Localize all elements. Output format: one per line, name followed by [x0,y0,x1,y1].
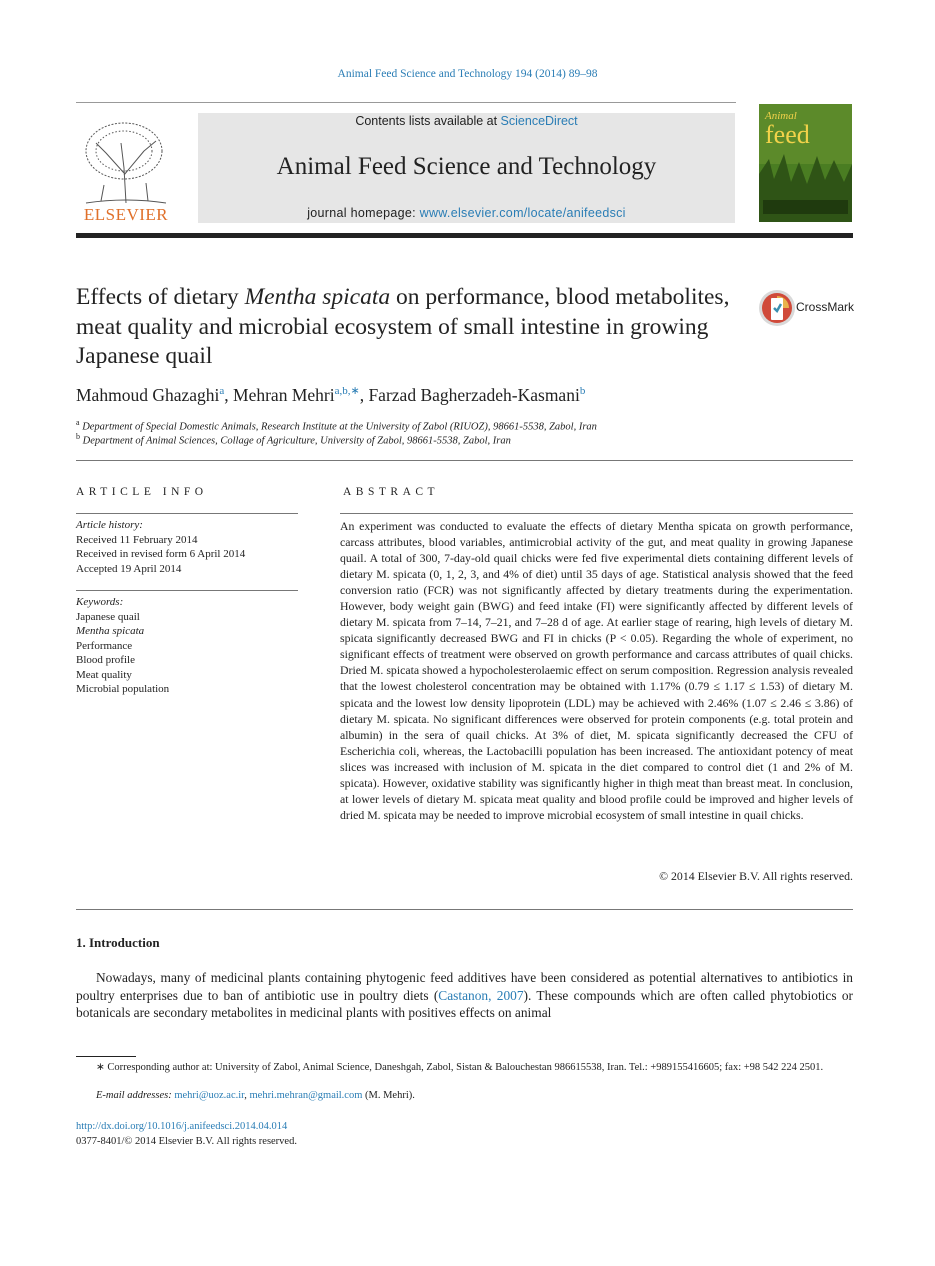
author-name: Mahmoud Ghazaghi [76,384,220,405]
elsevier-wordmark: ELSEVIER [83,205,169,224]
affiliation: $^b$ Department of Animal Sciences, Collage of Agriculture, University of Zabol, 98661-5538, Zabol, Iran [76,432,511,447]
divider [76,513,298,514]
journal-title: Animal Feed Science and Technology [276,153,657,180]
email-link[interactable]: mehri@uoz.ac.ir [174,1090,245,1101]
divider [340,513,853,514]
contents-line: Contents lists available at ScienceDirect [355,114,578,128]
author-name: Farzad Bagherzadeh-Kasmani [368,384,580,405]
author-list: Mahmoud Ghazaghi$^a$, Mehran Mehri$^{a,b,∗}$, Farzad Bagherzadeh-Kasmani$^b$ [76,384,586,405]
issn-line: 0377-8401/© 2014 Elsevier B.V. All rights reserved. [76,1136,297,1147]
article-history: Article history: Received 11 February 2014 Received in revised form 6 April 2014 Accepted 19 April 2014 [76,519,246,575]
crossmark-icon[interactable] [757,288,797,328]
footnote-divider [76,1056,136,1057]
section-heading: 1. Introduction [76,935,160,950]
copyright: © 2014 Elsevier B.V. All rights reserved. [659,869,853,883]
intro-paragraph: Nowadays, many of medicinal plants containing phytogenic feed additives have been considered as potential alternatives to antibiotics in poultry enterprises due to ban of antibiotic use in poultry diets (Castanon, 2007). These compounds which are often called phytobiotics or botanicals are secondary metabolites in medicinal plants with positives effects on animal [76,970,853,1020]
citation-link[interactable]: Castanon, 2007 [438,987,524,1003]
sciencedirect-link[interactable]: ScienceDirect [500,114,578,128]
divider [76,590,298,591]
abstract-text: An experiment was conducted to evaluate the effects of dietary Mentha spicata on growth performance, carcass attributes, blood variables, antimicrobial activity of the gut, and meat quality in growing Japanese quail. A total of 300, 7-day-old quail chicks were fed five experimental diets containing different levels of dietary M. spicata (0, 1, 2, 3, and 4% of diet) until 35 days of age. Statistical analysis showed that the feed conversion ratio (FCR) was not significantly affected by dietary treatments during the experimentation. However, body weight gain (BWG) and feed intake (FI) were significantly affected by different levels of dietary M. spicata from 7–14, 7–21, and 7–28 d of age. At earlier stage of rearing, high levels of dietary M. spicata significantly decreased BWG and FI in chicks (P < 0.05). Regarding the whole of experiment, no significant effects of treatment were observed on growth performance and carcass attributes of quail chicks. Dried M. spicata showed a hypocholesterolaemic effect on serum composition. Regression analysis revealed that the lowest cholesterol concentration may be obtained with 1.17% (0.79 ≤ 1.17 ≤ 1.53) of dietary M. spicata and the lowest low density lipoprotein (LDL) may be achieved with 2.46% (1.07 ≤ 2.46 ≤ 3.86) of dietary M. spicata. No significant differences were observed for protein components (e.g. total protein and albumin) in the sera of quail chicks. At 3% of diet, M. spicata significantly decreased the CFU of Escherichia coli, whereas, the Lactobacilli population has been increased. The antioxidant potency of meat slices was increased with inclusion of M. spicata in the diet compared to control diet (1 and 2% of M. spicata). However, oxidative stability was significantly higher in thigh meat than breast meat. In conclusion, at lower levels of dietary M. spicata meat quality and blood profile could be improved and higher levels of dried M. spicata may be needed to improve microbial ecosystem of small intestine in quail chicks. [340,519,853,822]
email-footnote: E-mail addresses: mehri@uoz.ac.ir, mehri.mehran@gmail.com (M. Mehri). [96,1090,415,1101]
article-title: Effects of dietary Mentha spicata on performance, blood metabolites, meat quality and microbial ecosystem of small intestine in growing Japanese quail [76,284,730,369]
doi-link[interactable]: http://dx.doi.org/10.1016/j.anifeedsci.2014.04.014 [76,1121,288,1132]
homepage-line: journal homepage: www.elsevier.com/locate/anifeedsci [307,206,626,220]
journal-reference[interactable]: Animal Feed Science and Technology 194 (2014) 89–98 [337,68,598,80]
author-name: Mehran Mehri [233,384,335,405]
header-divider [76,233,853,238]
email-link[interactable]: mehri.mehran@gmail.com [249,1090,363,1101]
keywords-list: Keywords: Japanese quail Mentha spicata Performance Blood profile Meat quality Microbial population [76,596,170,695]
homepage-link[interactable]: www.elsevier.com/locate/anifeedsci [419,206,626,220]
divider [76,102,736,103]
article-info-heading: ARTICLE INFO [76,486,208,498]
journal-cover-image: Animal feed [759,104,852,222]
abstract-heading: ABSTRACT [343,486,440,498]
corresponding-footnote: ∗ Corresponding author at: University of Zabol, Animal Science, Daneshgah, Zabol, Sistan & Balouchestan 986615538, Iran. Tel.: +989155416605; fax: +98 542 224 2501. [96,1062,824,1073]
divider [76,460,853,461]
divider [76,909,853,910]
affiliation: $^a$ Department of Special Domestic Animals, Research Institute at the University of Zabol (RIUOZ), 98661-5538, Zabol, Iran [76,418,597,433]
crossmark-label[interactable]: CrossMark [796,300,855,314]
